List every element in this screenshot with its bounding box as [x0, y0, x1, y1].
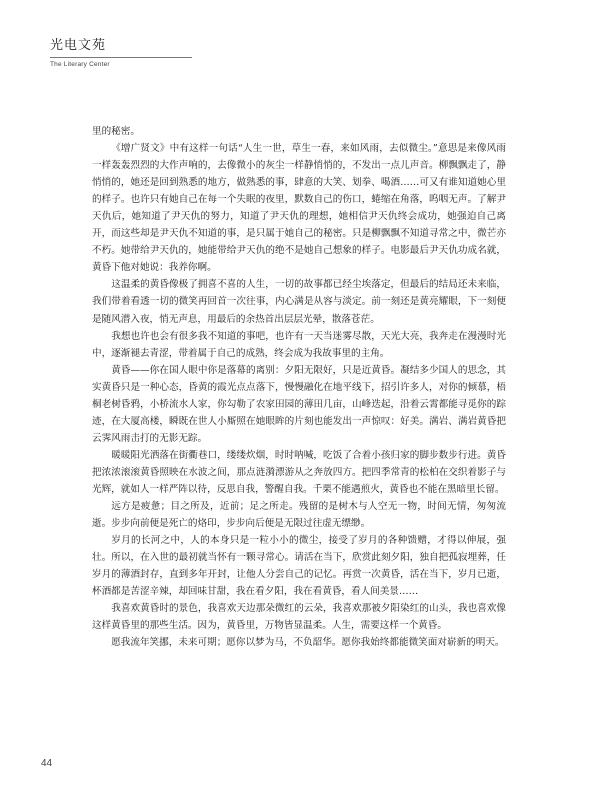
- page-number: 44: [41, 758, 53, 769]
- paragraph: 我喜欢黄昏时的景色，我喜欢天边那朵微红的云朵，我喜欢那被夕阳染红的山头，我也喜欢像这样黄昏里的那些生活。因为，黄昏里，万物皆显温柔。人生，需要这样一个黄昏。: [92, 603, 506, 632]
- header-divider: [50, 57, 192, 58]
- running-header: [50, 38, 192, 68]
- article-body: [92, 123, 506, 651]
- paragraph: 里的秘密。: [92, 126, 140, 137]
- paragraph: 我想也许也会有很多我不知道的事吧，也许有一天当迷雾尽散，天光大亮，我奔走在漫漫时光中，逐渐褪去青涩，带着属于自己的成熟，终会成为我故事里的主角。: [92, 330, 506, 359]
- section-title: 光电文苑: [50, 38, 107, 53]
- paragraph: 愿我流年笑挪，未来可期；愿你以梦为马，不负韶华。愿你我始终都能微笑面对崭新的明天。: [111, 637, 505, 649]
- paragraph: 岁月的长河之中，人的本身只是一粒小小的微尘，接受了岁月的各种馈赠，才得以伸展，强壮。所以，在入世的最初就当怀有一颗寻常心。请活在当下，欣赏此刻夕阳，独自把孤寂埋葬，任岁月的薄酒封存，直到多年开封，让他人分尝自己的记忆。再赏一次黄昏，活在当下，岁月已逝，杯酒都是苦涩辛辣，却回味甘甜，我在看夕阳，我在看黄昏，看人间美景……: [92, 535, 506, 598]
- paragraph: 这温柔的黄昏像极了拥喜不喜的人生，一切的故事都已经尘埃落定，但最后的结局还未来临，我们带着看透一切的微笑再回首一次往事，内心满是从容与淡定。前一刻还是黄亮耀眼，下一刻便是随风潜入夜，悄无声息，用最后的余热首出层层光晕，散落苍茫。: [92, 279, 506, 325]
- paragraph: 远方是疲惫；目之所及，近前；足之所走。残留的是树木与人空无一物，时间无情，匆匆流逝。步步向前便是死亡的烙印，步步向后便是无限过往虚无缥缈。: [92, 501, 506, 530]
- paragraph: 暖暖阳光洒落在街衢巷口，缕缕炊烟，时时呐喊，吃饭了合着小孩归家的脚步数步行进。黄昏把浓浓滚滚黄昏照映在水波之间，那点涟漪漂游从之奔放四方。把四季常青的松柏在交织着影子与光辉，就如人一样严阵以待，反思自我，警醒自我。千栗不能遇煎火，黄昏也不能在黑暗里长留。: [92, 449, 506, 495]
- paragraph: 黄昏——你在国人眼中你是落幕的离别：夕阳无限好，只是近黄昏。凝结多少国人的思念，其实黄昏只是一种心态，昏黄的霞光点点落下，慢慢融化在地平线下，招引许多人，对你的倾慕，梧桐老树昏鸦，小桥流水人家，你勾勒了农家田园的薄田几亩，山峰迭起，沿着云霄都能寻觅你的踪迹，在大厦高楼，瞬既在世人小厮照在她眼眸的片刻也能发出一声惊叹：好美。满岩、满岩黄昏把云霁风雨击打的无影无踪。: [92, 364, 506, 444]
- paragraph: 《增广贤文》中有这样一句话“人生一世，草生一春，来如风雨，去似微尘。”意思是来像风雨一样轰轰烈烈的大作声响的，去像微小的灰尘一样静悄悄的，不发出一点儿声音。柳飘飘走了，静悄悄的，她还是回到熟悉的地方，做熟悉的事，肆意的大笑、划拳、喝酒……可又有谁知道她心里的样子。也许只有她自己在每一个失眠的夜里，默数自己的伤口，蜷缩在角落，呜咽无声。了解尹天仇后，她知道了尹天仇的努力，知道了尹天仇的理想，她相信尹天仇终会成功，她强迫自己离开，而这些却是尹天仇不知道的事，是只属于她自己的秘密。只是柳飘飘不知道寻常之中，微芒亦不朽。她带给尹天仇的，她能带给尹天仇的绝不是她自己想象的样子。电影最后尹天仇功成名就，黄昏下他对她说：我养你啊。: [92, 143, 506, 274]
- section-subtitle: The Literary Center: [50, 61, 110, 68]
